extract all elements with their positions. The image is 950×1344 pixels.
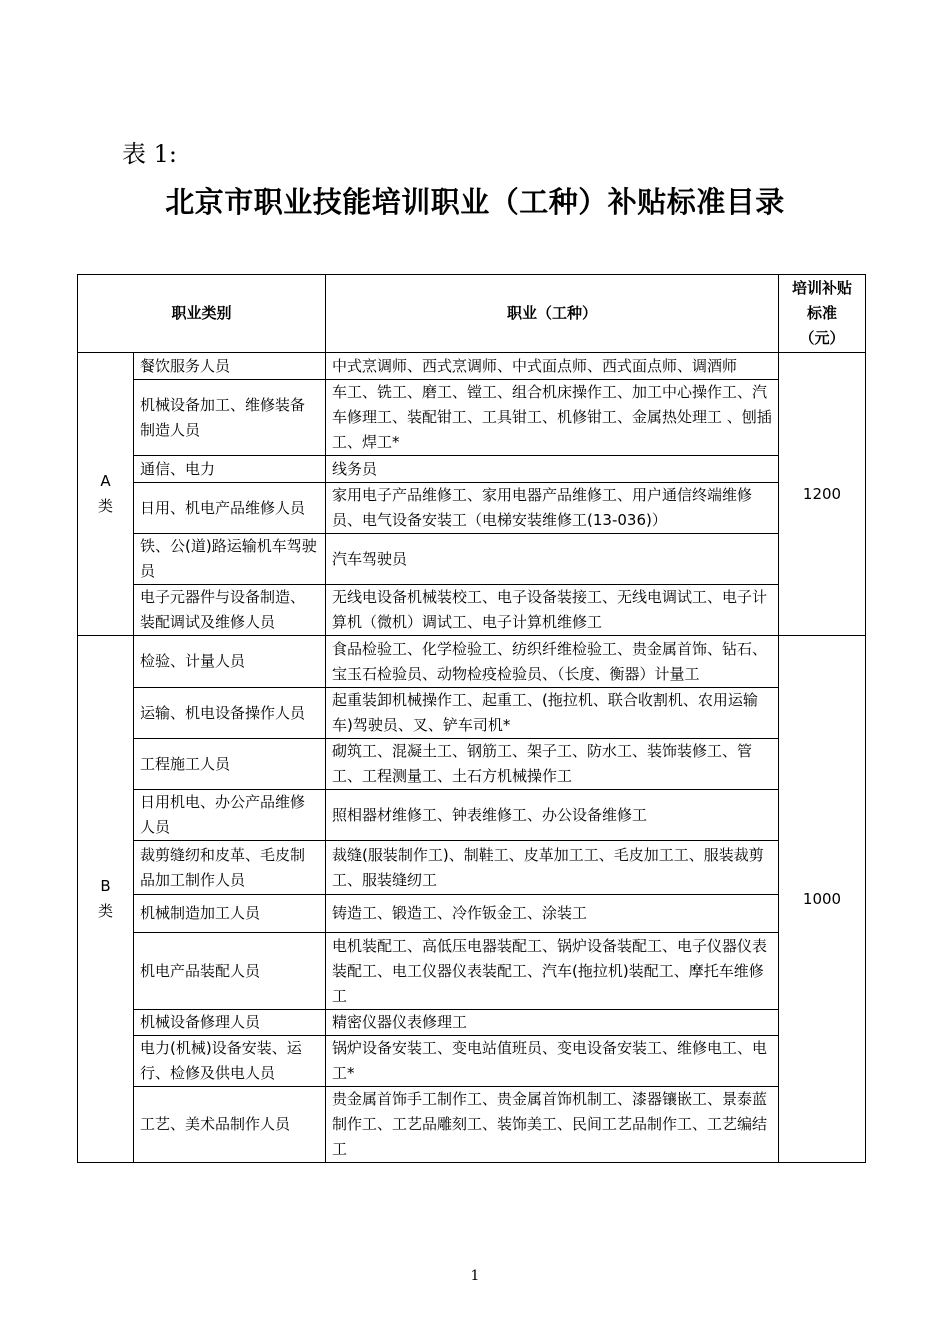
occupation-cell: 铸造工、锻造工、冷作钣金工、涂装工 (326, 895, 779, 933)
category-cell: 餐饮服务人员 (134, 353, 326, 380)
category-cell: 机械设备加工、维修装备制造人员 (134, 380, 326, 456)
occupation-cell: 照相器材维修工、钟表维修工、办公设备维修工 (326, 790, 779, 841)
group-label-b (78, 636, 134, 1163)
table-row (78, 1010, 866, 1036)
table-header-row (78, 275, 866, 353)
table-row (78, 353, 866, 380)
occupation-cell: 砌筑工、混凝土工、钢筋工、架子工、防水工、装饰装修工、管工、工程测量工、土石方机械操作工 (326, 739, 779, 790)
category-cell: 工程施工人员 (134, 739, 326, 790)
table-row (78, 688, 866, 739)
occupation-cell: 起重装卸机械操作工、起重工、(拖拉机、联合收割机、农用运输车)驾驶员、叉、铲车司机* (326, 688, 779, 739)
header-category: 职业类别 (78, 275, 326, 353)
occupation-cell: 无线电设备机械装校工、电子设备装接工、无线电调试工、电子计算机（微机）调试工、电子计算机维修工 (326, 585, 779, 636)
table-row (78, 534, 866, 585)
table-label: 表 1: (122, 140, 177, 168)
category-cell: 通信、电力 (134, 456, 326, 483)
occupation-cell: 精密仪器仪表修理工 (326, 1010, 779, 1036)
table-row (78, 739, 866, 790)
table-row (78, 483, 866, 534)
category-cell: 运输、机电设备操作人员 (134, 688, 326, 739)
header-standard-line: 培训补贴 (792, 279, 853, 297)
table-row (78, 790, 866, 841)
table-row (78, 895, 866, 933)
occupation-cell: 车工、铣工、磨工、镗工、组合机床操作工、加工中心操作工、汽车修理工、装配钳工、工具钳工、机修钳工、金属热处理工 、刨插工、焊工* (326, 380, 779, 456)
table-row (78, 1036, 866, 1087)
group-letter: A (100, 472, 111, 490)
standard-cell-a: 1200 (779, 353, 866, 636)
table-row (78, 933, 866, 1010)
category-cell: 日用机电、办公产品维修人员 (134, 790, 326, 841)
document-title: 北京市职业技能培训职业（工种）补贴标准目录 (165, 185, 785, 219)
standard-cell-b: 1000 (779, 636, 866, 1163)
category-cell: 铁、公(道)路运输机车驾驶员 (134, 534, 326, 585)
group-label-a (78, 353, 134, 636)
category-cell: 检验、计量人员 (134, 636, 326, 688)
occupation-cell: 食品检验工、化学检验工、纺织纤维检验工、贵金属首饰、钻石、宝玉石检验员、动物检疫检验员、（长度、衡器）计量工 (326, 636, 779, 688)
occupation-cell: 家用电子产品维修工、家用电器产品维修工、用户通信终端维修员、电气设备安装工（电梯安装维修工(13-036)） (326, 483, 779, 534)
category-cell: 工艺、美术品制作人员 (134, 1087, 326, 1163)
occupation-cell: 汽车驾驶员 (326, 534, 779, 585)
category-cell: 机电产品装配人员 (134, 933, 326, 1010)
occupation-cell: 电机装配工、高低压电器装配工、锅炉设备装配工、电子仪器仪表装配工、电工仪器仪表装配工、汽车(拖拉机)装配工、摩托车维修工 (326, 933, 779, 1010)
occupation-cell: 贵金属首饰手工制作工、贵金属首饰机制工、漆器镶嵌工、景泰蓝制作工、工艺品雕刻工、装饰美工、民间工艺品制作工、工艺编结工 (326, 1087, 779, 1163)
category-cell: 电子元器件与设备制造、装配调试及维修人员 (134, 585, 326, 636)
table-row (78, 1087, 866, 1163)
occupation-cell: 线务员 (326, 456, 779, 483)
subsidy-table (77, 274, 866, 1163)
page-number: 1 (470, 1268, 480, 1284)
table-row (78, 636, 866, 688)
table-row (78, 841, 866, 895)
category-cell: 日用、机电产品维修人员 (134, 483, 326, 534)
table-row (78, 456, 866, 483)
header-standard-line: 标准 (807, 304, 838, 322)
header-standard-line: （元） (799, 329, 845, 347)
group-word: 类 (97, 902, 113, 920)
occupation-cell: 中式烹调师、西式烹调师、中式面点师、西式面点师、调酒师 (326, 353, 779, 380)
table-row (78, 585, 866, 636)
category-cell: 裁剪缝纫和皮革、毛皮制品加工制作人员 (134, 841, 326, 895)
category-cell: 机械制造加工人员 (134, 895, 326, 933)
category-cell: 电力(机械)设备安装、运行、检修及供电人员 (134, 1036, 326, 1087)
occupation-cell: 锅炉设备安装工、变电站值班员、变电设备安装工、维修电工、电工* (326, 1036, 779, 1087)
group-letter: B (100, 877, 111, 895)
group-word: 类 (97, 497, 113, 515)
table-row (78, 380, 866, 456)
header-standard (779, 275, 866, 353)
occupation-cell: 裁缝(服装制作工)、制鞋工、皮革加工工、毛皮加工工、服装裁剪工、服装缝纫工 (326, 841, 779, 895)
category-cell: 机械设备修理人员 (134, 1010, 326, 1036)
header-occupation: 职业（工种） (326, 275, 779, 353)
